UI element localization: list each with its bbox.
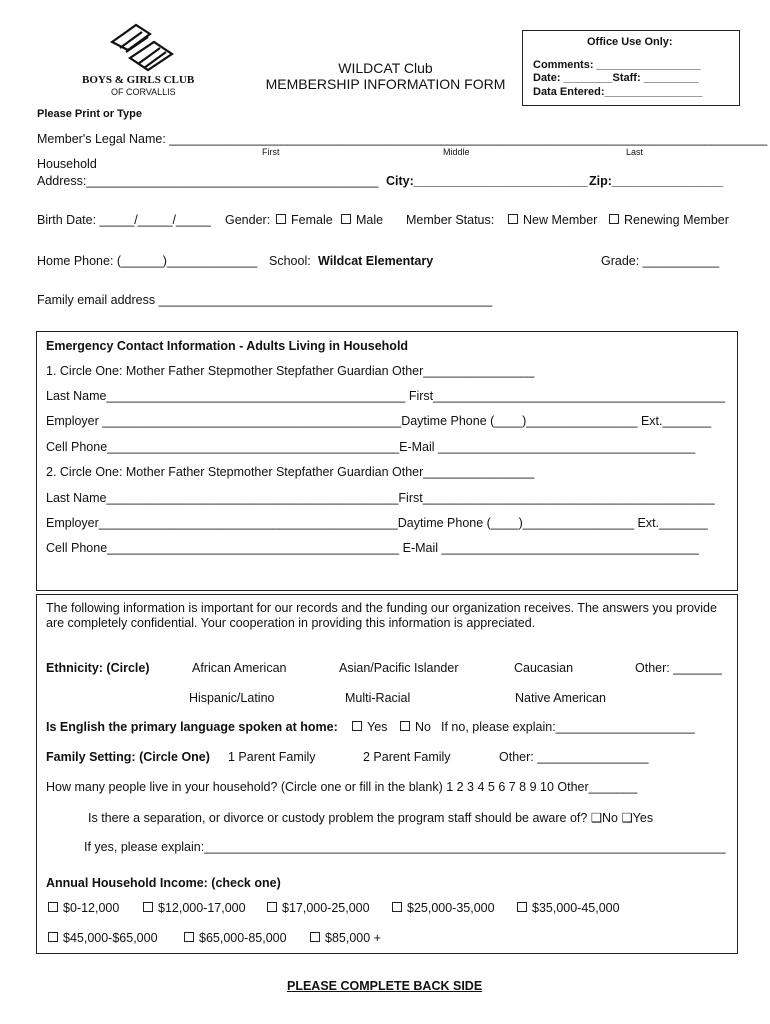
income-option-7[interactable] [308, 931, 381, 945]
english-no-label: No [415, 720, 431, 734]
grade-field[interactable]: Grade: ___________ [601, 254, 720, 268]
birth-date-field[interactable]: Birth Date: _____/_____/_____ [37, 213, 211, 227]
office-title: Office Use Only: [587, 36, 673, 48]
english-no-checkbox[interactable] [400, 721, 410, 731]
english-yes-option[interactable] [350, 720, 387, 734]
income-option-0[interactable] [46, 901, 119, 915]
renewing-checkbox[interactable] [609, 214, 619, 224]
address-field[interactable]: Address:__________________________________________ [37, 174, 379, 188]
contact2-name[interactable]: Last Name__________________________________________First__________________________________________ [46, 491, 715, 505]
ethnicity-native-american[interactable]: Native American [515, 691, 607, 705]
two-parent-option[interactable]: 2 Parent Family [363, 750, 451, 764]
english-explain-field[interactable]: If no, please explain:____________________ [441, 720, 695, 734]
print-note: Please Print or Type [37, 108, 142, 120]
org-sub: OF CORVALLIS [111, 87, 176, 97]
contact1-relation[interactable]: 1. Circle One: Mother Father Stepmother Stepfather Guardian Other________________ [46, 364, 535, 378]
city-field[interactable]: City:_________________________ [386, 174, 588, 188]
office-comments: Comments: _________________ [533, 59, 701, 71]
family-other-field[interactable]: Other: ________________ [499, 750, 649, 764]
english-label: Is English the primary language spoken at home: [46, 720, 338, 734]
female-label: Female [291, 213, 333, 227]
school-label: School: [269, 254, 311, 268]
title-line-1: WILDCAT Club [338, 60, 433, 76]
separation-question[interactable]: Is there a separation, or divorce or custody problem the program staff should be aware of? ❑No ❑Yes [88, 811, 654, 825]
english-yes-checkbox[interactable] [352, 721, 362, 731]
form-title [253, 60, 518, 92]
confidential-box [36, 594, 738, 954]
income-option-2[interactable] [265, 901, 370, 915]
new-member-label: New Member [523, 213, 598, 227]
new-member-option[interactable] [506, 213, 597, 227]
one-parent-option[interactable]: 1 Parent Family [228, 750, 316, 764]
org-name: BOYS & GIRLS CLUB [82, 74, 195, 86]
ethnicity-other[interactable]: Other: _______ [635, 661, 722, 675]
contact1-employer[interactable]: Employer ___________________________________________Daytime Phone (____)________________ Ext._______ [46, 414, 712, 428]
household-count-field[interactable]: How many people live in your household? (Circle one or fill in the blank) 1 2 3 4 5 6 7 8 9 10 Other_______ [46, 780, 638, 794]
income-label-1: $12,000-17,000 [158, 901, 246, 915]
male-option[interactable] [339, 213, 383, 227]
last-caption: Last [626, 147, 644, 157]
male-checkbox[interactable] [341, 214, 351, 224]
emergency-title: Emergency Contact Information - Adults Living in Household [46, 339, 409, 353]
income-option-5[interactable] [46, 931, 158, 945]
income-label-4: $35,000-45,000 [532, 901, 620, 915]
income-checkbox[interactable] [48, 932, 58, 942]
family-setting-label: Family Setting: (Circle One) [46, 750, 210, 764]
contact1-name[interactable]: Last Name___________________________________________ First__________________________________________ [46, 389, 726, 403]
income-label-7: $85,000 + [325, 931, 381, 945]
first-caption: First [262, 147, 280, 157]
income-label-3: $25,000-35,000 [407, 901, 495, 915]
income-checkbox[interactable] [143, 902, 153, 912]
intro-line-2: are completely confidential. Your cooperation in providing this information is appreciated. [46, 616, 536, 630]
income-label-6: $65,000-85,000 [199, 931, 287, 945]
income-checkbox[interactable] [48, 902, 58, 912]
income-option-6[interactable] [182, 931, 287, 945]
contact2-relation[interactable]: 2. Circle One: Mother Father Stepmother Stepfather Guardian Other________________ [46, 465, 535, 479]
income-checkbox[interactable] [310, 932, 320, 942]
income-checkbox[interactable] [392, 902, 402, 912]
female-option[interactable] [274, 213, 333, 227]
renewing-label: Renewing Member [624, 213, 729, 227]
contact1-cell[interactable]: Cell Phone__________________________________________E-Mail _____________________________________ [46, 440, 696, 454]
english-no-option[interactable] [398, 720, 431, 734]
middle-caption: Middle [443, 147, 470, 157]
male-label: Male [356, 213, 384, 227]
income-label-2: $17,000-25,000 [282, 901, 370, 915]
ethnicity-hispanic[interactable]: Hispanic/Latino [189, 691, 275, 705]
gender-label: Gender: [225, 213, 271, 227]
email-field[interactable]: Family email address ________________________________________________ [37, 293, 493, 307]
female-checkbox[interactable] [276, 214, 286, 224]
title-line-2: MEMBERSHIP INFORMATION FORM [265, 76, 506, 92]
english-yes-label: Yes [367, 720, 388, 734]
ethnicity-african-american[interactable]: African American [192, 661, 287, 675]
household-label: Household [37, 157, 97, 171]
contact2-cell[interactable]: Cell Phone__________________________________________ E-Mail _____________________________________ [46, 541, 699, 555]
income-label-0: $0-12,000 [63, 901, 120, 915]
income-checkbox[interactable] [517, 902, 527, 912]
member-status-label: Member Status: [406, 213, 495, 227]
new-member-checkbox[interactable] [508, 214, 518, 224]
intro-line-1: The following information is important for our records and the funding our organization receives. The answers you provide [46, 601, 717, 615]
income-option-1[interactable] [141, 901, 246, 915]
complete-back-side-note: PLEASE COMPLETE BACK SIDE [287, 979, 483, 993]
income-checkbox[interactable] [267, 902, 277, 912]
renewing-option[interactable] [607, 213, 729, 227]
home-phone-field[interactable]: Home Phone: (______)_____________ [37, 254, 258, 268]
ethnicity-label: Ethnicity: (Circle) [46, 661, 150, 675]
ethnicity-caucasian[interactable]: Caucasian [514, 661, 574, 675]
ethnicity-asian-pacific[interactable]: Asian/Pacific Islander [339, 661, 459, 675]
office-entered: Data Entered:________________ [533, 86, 703, 98]
income-checkbox[interactable] [184, 932, 194, 942]
boys-girls-club-logo [100, 22, 180, 74]
contact2-employer[interactable]: Employer___________________________________________Daytime Phone (____)________________ Ext._______ [46, 516, 708, 530]
income-label-5: $45,000-$65,000 [63, 931, 158, 945]
zip-field[interactable]: Zip:________________ [589, 174, 724, 188]
office-date: Date: ________Staff: _________ [533, 72, 699, 84]
ethnicity-multi-racial[interactable]: Multi-Racial [345, 691, 411, 705]
school-value: Wildcat Elementary [318, 254, 434, 268]
income-label: Annual Household Income: (check one) [46, 876, 281, 890]
income-option-3[interactable] [390, 901, 495, 915]
income-option-4[interactable] [515, 901, 620, 915]
separation-explain-field[interactable]: If yes, please explain:___________________________________________________________________________ [84, 840, 726, 854]
legal-name-field[interactable]: Member's Legal Name: ______________________________________________________________________________________ [37, 132, 768, 146]
